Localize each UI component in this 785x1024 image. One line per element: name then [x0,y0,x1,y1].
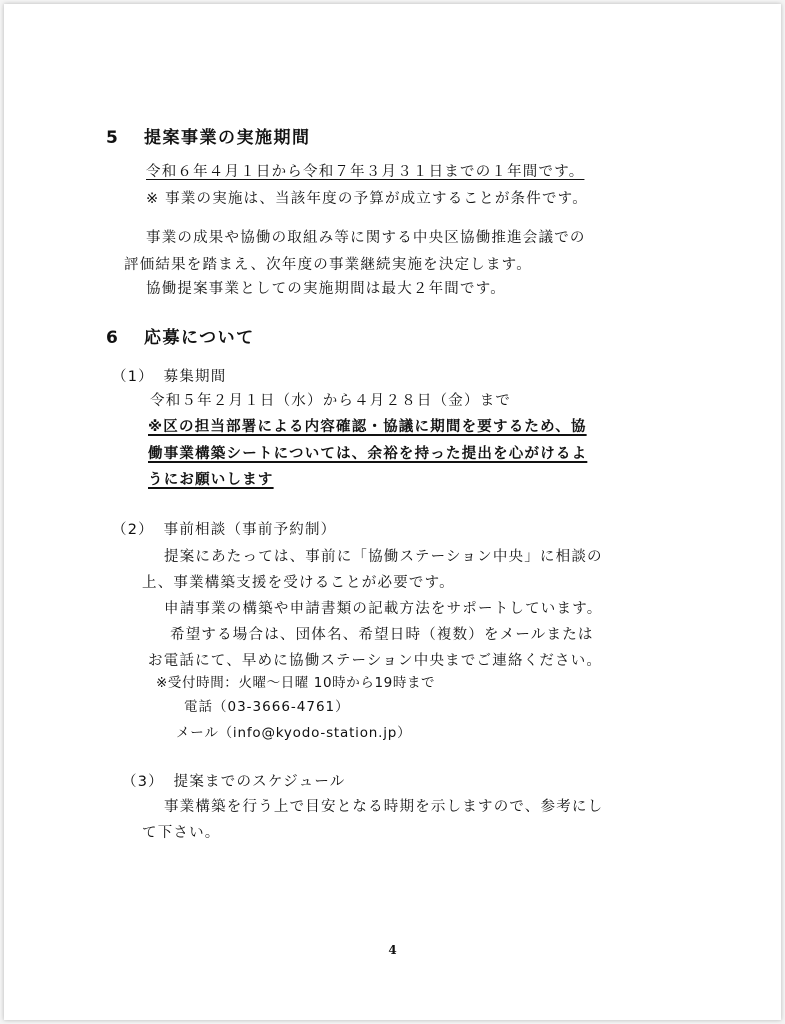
section-6-number: 6 [106,328,120,348]
section-5-text-2: 評価結果を踏まえ、次年度の事業継続実施を決定します。 [124,257,532,273]
section-5-text-3: 協働提案事業としての実施期間は最大２年間です。 [146,281,506,297]
consult-text-4: 希望する場合は、団体名、希望日時（複数）をメールまたは [170,627,594,643]
section-6-title: 応募について [144,328,255,348]
sub-3-heading [122,773,345,791]
section-5-heading [106,128,311,148]
consult-text-3: 申請事業の構築や申請書類の記載方法をサポートしています。 [164,601,603,617]
sub-3-label: （3） [122,774,164,790]
sub-2-title: 事前相談（事前予約制） [163,522,337,538]
consult-text-2: 上、事業構築支援を受けることが必要です。 [142,575,455,591]
consult-text-5: お電話にて、早めに協働ステーション中央までご連絡ください。 [148,653,603,669]
consult-text-1: 提案にあたっては、事前に「協働ステーション中央」に相談の [164,549,603,565]
notice-line-2: 働事業構築シートについては、余裕を持った提出を心がけるよ [148,446,588,462]
document-page [4,4,781,1020]
page-number: 4 [388,943,397,957]
section-5-text-1: 事業の成果や協働の取組み等に関する中央区協働推進会議での [146,230,586,246]
section-5-number: 5 [106,128,120,148]
email-address: メール（info@kyodo-station.jp） [176,725,412,741]
schedule-text-2: て下さい。 [142,825,221,841]
sub-1-title: 募集期間 [163,369,227,385]
sub-2-heading [112,521,336,539]
section-5-title: 提案事業の実施期間 [144,128,311,148]
notice-line-3: うにお願いします [148,472,274,488]
sub-1-label: （1） [112,369,154,385]
section-5-period: 令和６年４月１日から令和７年３月３１日までの１年間です。 [146,164,585,180]
recruitment-period: 令和５年２月１日（水）から４月２８日（金）まで [150,393,512,409]
reception-hours: ※受付時間：火曜～日曜 10時から19時まで [156,675,436,691]
phone-number: 電話（03-3666-4761） [184,699,350,715]
sub-2-label: （2） [112,522,154,538]
section-5-note: ※ 事業の実施は、当該年度の予算が成立することが条件です。 [146,191,588,207]
notice-line-1: ※区の担当部署による内容確認・協議に期間を要するため、協 [148,419,587,435]
schedule-text-1: 事業構築を行う上で目安となる時期を示しますので、参考にし [164,799,604,815]
sub-3-title: 提案までのスケジュール [173,774,346,790]
sub-1-heading [112,368,226,386]
section-6-heading [106,328,255,348]
